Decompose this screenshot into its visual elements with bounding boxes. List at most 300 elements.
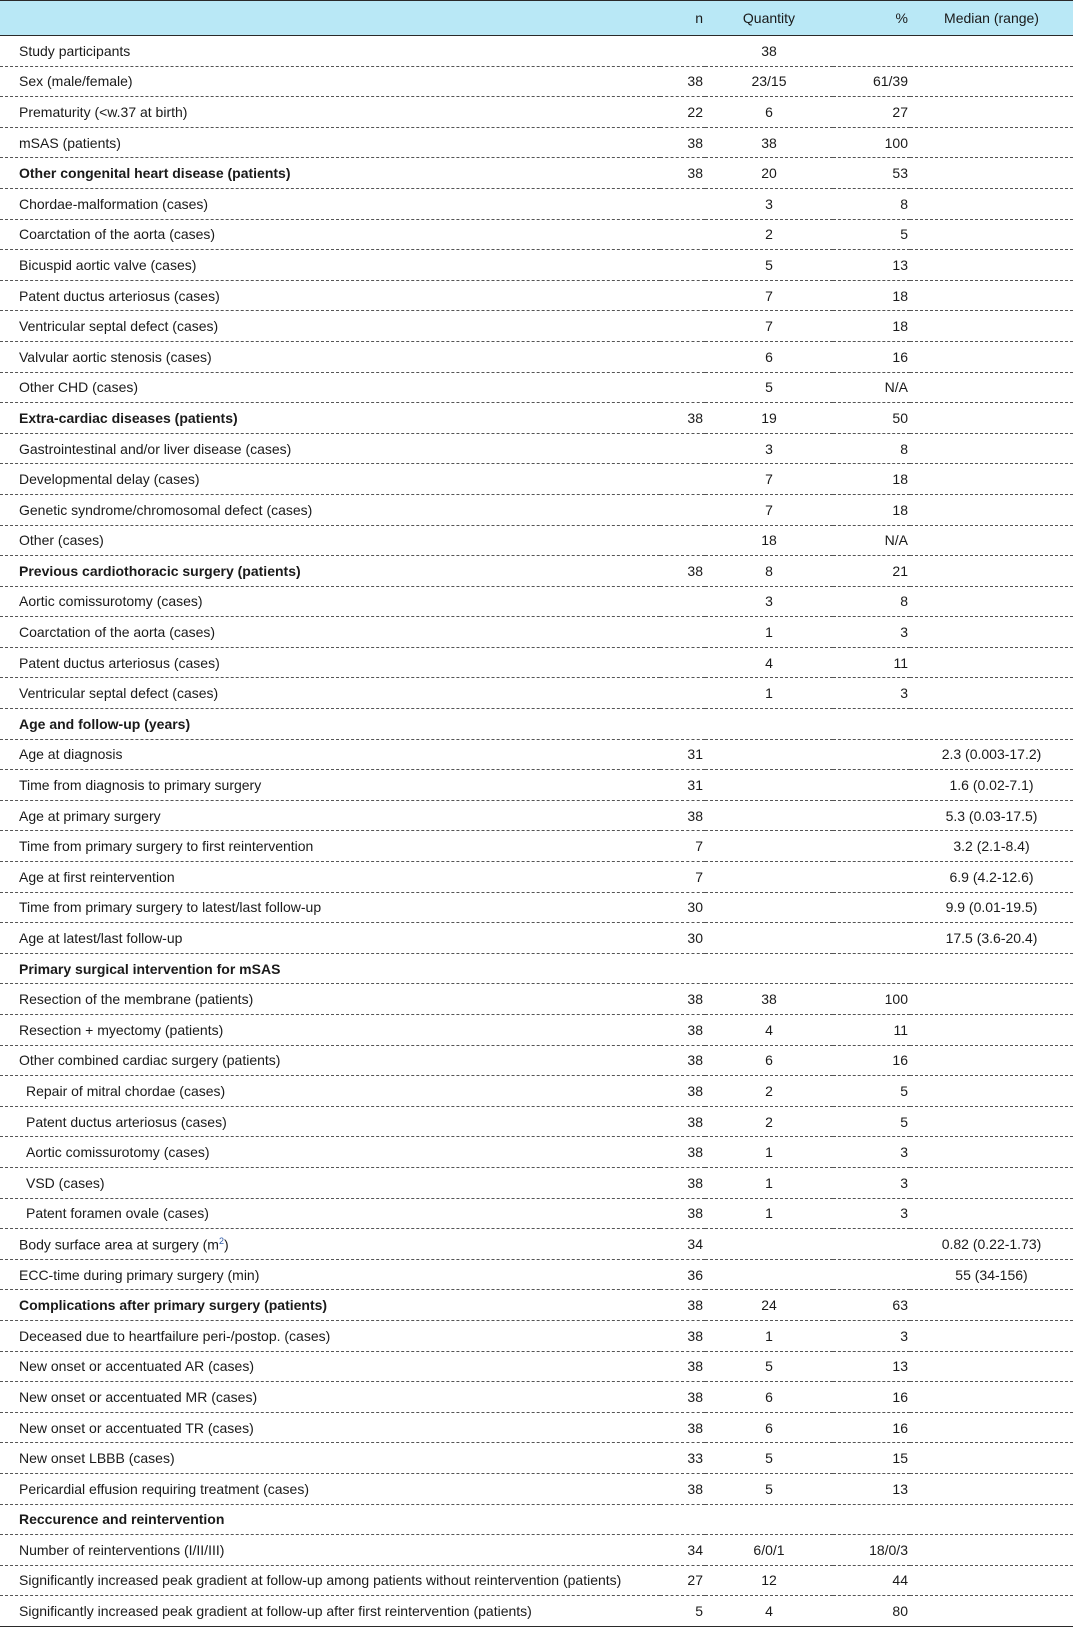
row-label-text: Deceased due to heartfailure peri-/postop. (cases) bbox=[19, 1327, 331, 1344]
cell-n bbox=[660, 709, 705, 740]
cell-percent: N/A bbox=[833, 372, 910, 403]
cell-quantity: 5 bbox=[705, 1443, 833, 1474]
cell-percent: 27 bbox=[833, 97, 910, 128]
cell-quantity: 2 bbox=[705, 219, 833, 250]
cell-percent: 50 bbox=[833, 403, 910, 434]
cell-percent: 5 bbox=[833, 219, 910, 250]
cell-quantity: 6 bbox=[705, 1045, 833, 1076]
table-row bbox=[0, 770, 1073, 801]
row-label-text: Valvular aortic stenosis (cases) bbox=[19, 348, 212, 365]
cell-percent: 3 bbox=[833, 1320, 910, 1351]
table-row bbox=[0, 1137, 1073, 1168]
table-row bbox=[0, 1229, 1073, 1260]
row-label bbox=[0, 1290, 660, 1321]
cell-quantity: 1 bbox=[705, 1198, 833, 1229]
cell-quantity: 5 bbox=[705, 372, 833, 403]
cell-median-range: 5.3 (0.03-17.5) bbox=[910, 800, 1073, 831]
row-label-text: Prematurity (<w.37 at birth) bbox=[19, 103, 188, 120]
cell-median-range bbox=[910, 1076, 1073, 1107]
cell-quantity: 38 bbox=[705, 36, 833, 67]
cell-n: 22 bbox=[660, 97, 705, 128]
table-row bbox=[0, 709, 1073, 740]
table-row bbox=[0, 831, 1073, 862]
row-label bbox=[0, 1382, 660, 1413]
cell-median-range bbox=[910, 1137, 1073, 1168]
row-label-text: VSD (cases) bbox=[26, 1174, 105, 1191]
cell-n: 38 bbox=[660, 127, 705, 158]
cell-n: 7 bbox=[660, 862, 705, 893]
table-row bbox=[0, 36, 1073, 67]
cell-median-range bbox=[910, 1596, 1073, 1627]
table-row bbox=[0, 1443, 1073, 1474]
row-label bbox=[0, 372, 660, 403]
row-label-text: Patent ductus arteriosus (cases) bbox=[26, 1113, 227, 1130]
row-label-text: Resection of the membrane (patients) bbox=[19, 991, 254, 1008]
cell-median-range: 17.5 (3.6-20.4) bbox=[910, 923, 1073, 954]
cell-median-range bbox=[910, 464, 1073, 495]
cell-quantity: 6 bbox=[705, 341, 833, 372]
cell-percent bbox=[833, 739, 910, 770]
cell-percent bbox=[833, 1229, 910, 1260]
cell-quantity: 5 bbox=[705, 1351, 833, 1382]
table-row bbox=[0, 892, 1073, 923]
row-label-text: ECC-time during primary surgery (min) bbox=[19, 1266, 260, 1283]
row-label-text: Patent ductus arteriosus (cases) bbox=[19, 287, 220, 304]
cell-n: 38 bbox=[660, 1137, 705, 1168]
row-label bbox=[0, 678, 660, 709]
cell-n: 38 bbox=[660, 1382, 705, 1413]
cell-n: 31 bbox=[660, 770, 705, 801]
table-header bbox=[0, 1, 1073, 36]
cell-quantity: 2 bbox=[705, 1076, 833, 1107]
cell-quantity bbox=[705, 709, 833, 740]
cell-percent: 3 bbox=[833, 1167, 910, 1198]
table-row bbox=[0, 586, 1073, 617]
row-label-text: Genetic syndrome/chromosomal defect (cases) bbox=[19, 501, 313, 518]
table-row bbox=[0, 188, 1073, 219]
cell-quantity: 8 bbox=[705, 556, 833, 587]
cell-percent: 16 bbox=[833, 1382, 910, 1413]
cell-n: 38 bbox=[660, 1320, 705, 1351]
table-row bbox=[0, 1351, 1073, 1382]
row-label bbox=[0, 433, 660, 464]
cell-n: 36 bbox=[660, 1259, 705, 1290]
row-label bbox=[0, 494, 660, 525]
cell-percent: 15 bbox=[833, 1443, 910, 1474]
cell-quantity bbox=[705, 800, 833, 831]
cell-percent bbox=[833, 953, 910, 984]
cell-quantity: 38 bbox=[705, 127, 833, 158]
cell-n: 38 bbox=[660, 800, 705, 831]
row-label bbox=[0, 1504, 660, 1535]
table-row bbox=[0, 1167, 1073, 1198]
cell-median-range bbox=[910, 250, 1073, 281]
cell-quantity: 4 bbox=[705, 1015, 833, 1046]
row-label bbox=[0, 66, 660, 97]
cell-median-range bbox=[910, 586, 1073, 617]
cell-n bbox=[660, 250, 705, 281]
table-row bbox=[0, 280, 1073, 311]
cell-percent: 18 bbox=[833, 280, 910, 311]
table-row bbox=[0, 739, 1073, 770]
cell-median-range bbox=[910, 372, 1073, 403]
cell-median-range bbox=[910, 617, 1073, 648]
row-label bbox=[0, 1412, 660, 1443]
row-label bbox=[0, 586, 660, 617]
table-row bbox=[0, 1473, 1073, 1504]
table-row bbox=[0, 158, 1073, 189]
row-label bbox=[0, 1320, 660, 1351]
row-label bbox=[0, 617, 660, 648]
row-label-text: Primary surgical intervention for mSAS bbox=[19, 960, 281, 977]
row-label-text: Developmental delay (cases) bbox=[19, 471, 200, 488]
row-label-text: Ventricular septal defect (cases) bbox=[19, 685, 219, 702]
cell-quantity bbox=[705, 770, 833, 801]
row-label bbox=[0, 923, 660, 954]
row-label bbox=[0, 984, 660, 1015]
cell-quantity bbox=[705, 953, 833, 984]
table-row bbox=[0, 219, 1073, 250]
cell-percent: 16 bbox=[833, 341, 910, 372]
header-median-range: Median (range) bbox=[910, 1, 1073, 36]
cell-quantity: 7 bbox=[705, 464, 833, 495]
row-label-text: Time from primary surgery to first reintervention bbox=[19, 838, 314, 855]
cell-n bbox=[660, 188, 705, 219]
row-label bbox=[0, 1535, 660, 1566]
cell-percent: 13 bbox=[833, 250, 910, 281]
row-label-text: Age at primary surgery bbox=[19, 807, 161, 824]
table-row bbox=[0, 494, 1073, 525]
cell-n bbox=[660, 280, 705, 311]
cell-median-range bbox=[910, 97, 1073, 128]
cell-median-range bbox=[910, 953, 1073, 984]
cell-quantity: 6 bbox=[705, 97, 833, 128]
table-row bbox=[0, 1535, 1073, 1566]
row-label-text: Pericardial effusion requiring treatment (cases) bbox=[19, 1480, 309, 1497]
cell-n bbox=[660, 586, 705, 617]
table-row bbox=[0, 66, 1073, 97]
cell-n bbox=[660, 617, 705, 648]
cell-n: 38 bbox=[660, 1167, 705, 1198]
row-label bbox=[0, 280, 660, 311]
cell-quantity bbox=[705, 739, 833, 770]
table-row bbox=[0, 1076, 1073, 1107]
row-label bbox=[0, 1565, 660, 1596]
row-label-text: Age and follow-up (years) bbox=[19, 715, 191, 732]
row-label-text: New onset or accentuated TR (cases) bbox=[19, 1419, 254, 1436]
row-label-text: Other (cases) bbox=[19, 532, 104, 549]
cell-median-range bbox=[910, 311, 1073, 342]
cell-quantity: 24 bbox=[705, 1290, 833, 1321]
cell-median-range: 55 (34-156) bbox=[910, 1259, 1073, 1290]
row-label bbox=[0, 1106, 660, 1137]
cell-median-range bbox=[910, 219, 1073, 250]
cell-median-range bbox=[910, 1412, 1073, 1443]
cell-quantity: 3 bbox=[705, 433, 833, 464]
cell-median-range bbox=[910, 403, 1073, 434]
row-label-text: Coarctation of the aorta (cases) bbox=[19, 226, 216, 243]
row-label bbox=[0, 341, 660, 372]
row-label bbox=[0, 403, 660, 434]
row-label-text: Patent ductus arteriosus (cases) bbox=[19, 654, 220, 671]
cell-percent: 8 bbox=[833, 433, 910, 464]
cell-quantity: 20 bbox=[705, 158, 833, 189]
cell-percent: 11 bbox=[833, 647, 910, 678]
row-label-text: Age at latest/last follow-up bbox=[19, 930, 183, 947]
row-label-text: Age at first reintervention bbox=[19, 868, 175, 885]
row-label-text: Age at diagnosis bbox=[19, 746, 123, 763]
row-label bbox=[0, 1259, 660, 1290]
row-label bbox=[0, 219, 660, 250]
cell-median-range bbox=[910, 433, 1073, 464]
table-row bbox=[0, 1565, 1073, 1596]
row-label bbox=[0, 1596, 660, 1627]
cell-quantity: 1 bbox=[705, 678, 833, 709]
cell-n: 38 bbox=[660, 66, 705, 97]
row-label-superscript: 2 bbox=[218, 1235, 224, 1246]
cell-quantity: 1 bbox=[705, 1320, 833, 1351]
cell-median-range bbox=[910, 158, 1073, 189]
cell-n bbox=[660, 525, 705, 556]
cell-median-range bbox=[910, 280, 1073, 311]
row-label-text: Previous cardiothoracic surgery (patients) bbox=[19, 562, 301, 579]
cell-n: 7 bbox=[660, 831, 705, 862]
cell-median-range bbox=[910, 1045, 1073, 1076]
cell-percent: 63 bbox=[833, 1290, 910, 1321]
cell-median-range bbox=[910, 1015, 1073, 1046]
cell-n: 38 bbox=[660, 1045, 705, 1076]
cell-n bbox=[660, 36, 705, 67]
row-label-text: Other CHD (cases) bbox=[19, 379, 139, 396]
table-row bbox=[0, 984, 1073, 1015]
row-label bbox=[0, 311, 660, 342]
cell-median-range bbox=[910, 984, 1073, 1015]
cell-n: 38 bbox=[660, 984, 705, 1015]
row-label bbox=[0, 1351, 660, 1382]
cell-median-range: 9.9 (0.01-19.5) bbox=[910, 892, 1073, 923]
row-label bbox=[0, 36, 660, 67]
cell-percent: 8 bbox=[833, 586, 910, 617]
table-row bbox=[0, 127, 1073, 158]
header-n: n bbox=[660, 1, 705, 36]
row-label bbox=[0, 770, 660, 801]
cell-n: 30 bbox=[660, 892, 705, 923]
cell-quantity: 6 bbox=[705, 1382, 833, 1413]
cell-percent: 3 bbox=[833, 678, 910, 709]
table-row bbox=[0, 250, 1073, 281]
cell-median-range bbox=[910, 127, 1073, 158]
cell-median-range bbox=[910, 1565, 1073, 1596]
table-row bbox=[0, 556, 1073, 587]
cell-median-range: 6.9 (4.2-12.6) bbox=[910, 862, 1073, 893]
cell-quantity bbox=[705, 831, 833, 862]
cell-median-range bbox=[910, 1473, 1073, 1504]
cell-n bbox=[660, 494, 705, 525]
cell-percent: 53 bbox=[833, 158, 910, 189]
cell-percent bbox=[833, 709, 910, 740]
row-label bbox=[0, 1076, 660, 1107]
row-label-text: Body surface area at surgery (m bbox=[19, 1236, 219, 1253]
cell-percent bbox=[833, 831, 910, 862]
table-row bbox=[0, 1596, 1073, 1627]
cell-percent: 100 bbox=[833, 127, 910, 158]
cell-n: 38 bbox=[660, 1351, 705, 1382]
row-label bbox=[0, 188, 660, 219]
row-label-text: Chordae-malformation (cases) bbox=[19, 195, 209, 212]
cell-quantity: 7 bbox=[705, 311, 833, 342]
cell-quantity: 4 bbox=[705, 1596, 833, 1627]
cell-median-range bbox=[910, 556, 1073, 587]
cell-median-range bbox=[910, 678, 1073, 709]
row-label-text: Complications after primary surgery (patients) bbox=[19, 1297, 328, 1314]
cell-n bbox=[660, 311, 705, 342]
cell-percent: 13 bbox=[833, 1351, 910, 1382]
table-row bbox=[0, 1106, 1073, 1137]
cell-n bbox=[660, 464, 705, 495]
cell-n: 30 bbox=[660, 923, 705, 954]
cell-median-range bbox=[910, 1106, 1073, 1137]
table-row bbox=[0, 647, 1073, 678]
cell-percent bbox=[833, 1259, 910, 1290]
cell-percent: 11 bbox=[833, 1015, 910, 1046]
cell-median-range bbox=[910, 1320, 1073, 1351]
table-row bbox=[0, 433, 1073, 464]
cell-n bbox=[660, 433, 705, 464]
table-row bbox=[0, 1198, 1073, 1229]
cell-quantity: 5 bbox=[705, 250, 833, 281]
cell-median-range bbox=[910, 1504, 1073, 1535]
row-label-text: mSAS (patients) bbox=[19, 134, 121, 151]
cell-median-range bbox=[910, 341, 1073, 372]
table-row bbox=[0, 311, 1073, 342]
row-label bbox=[0, 1015, 660, 1046]
cell-n: 27 bbox=[660, 1565, 705, 1596]
cell-n: 38 bbox=[660, 158, 705, 189]
table-row bbox=[0, 953, 1073, 984]
cell-percent: 8 bbox=[833, 188, 910, 219]
row-label-text: Coarctation of the aorta (cases) bbox=[19, 624, 216, 641]
table-row bbox=[0, 1412, 1073, 1443]
row-label-text: New onset or accentuated MR (cases) bbox=[19, 1388, 258, 1405]
row-label bbox=[0, 97, 660, 128]
header-quantity: Quantity bbox=[705, 1, 833, 36]
row-label bbox=[0, 1167, 660, 1198]
cell-n bbox=[660, 219, 705, 250]
row-label-text: Study participants bbox=[19, 42, 131, 59]
row-label-text: Reccurence and reintervention bbox=[19, 1511, 225, 1528]
row-label bbox=[0, 158, 660, 189]
cell-percent: 21 bbox=[833, 556, 910, 587]
cell-median-range: 1.6 (0.02-7.1) bbox=[910, 770, 1073, 801]
table-row bbox=[0, 1504, 1073, 1535]
cell-median-range bbox=[910, 1382, 1073, 1413]
cell-n: 31 bbox=[660, 739, 705, 770]
cell-percent: 16 bbox=[833, 1045, 910, 1076]
cell-n: 38 bbox=[660, 1106, 705, 1137]
cell-quantity: 7 bbox=[705, 280, 833, 311]
cell-percent: 44 bbox=[833, 1565, 910, 1596]
cell-median-range bbox=[910, 494, 1073, 525]
cell-percent: 18 bbox=[833, 464, 910, 495]
cell-percent: 5 bbox=[833, 1076, 910, 1107]
cell-n bbox=[660, 647, 705, 678]
row-label-text: Significantly increased peak gradient at follow-up among patients without reintervention (patients) bbox=[19, 1572, 622, 1589]
cell-quantity: 18 bbox=[705, 525, 833, 556]
row-label-text: Ventricular septal defect (cases) bbox=[19, 318, 219, 335]
table-row bbox=[0, 403, 1073, 434]
row-label bbox=[0, 1137, 660, 1168]
cell-n: 33 bbox=[660, 1443, 705, 1474]
row-label bbox=[0, 464, 660, 495]
cell-percent: 18/0/3 bbox=[833, 1535, 910, 1566]
cell-percent bbox=[833, 770, 910, 801]
cell-quantity: 6/0/1 bbox=[705, 1535, 833, 1566]
cell-median-range bbox=[910, 525, 1073, 556]
table-row bbox=[0, 1290, 1073, 1321]
cell-quantity: 1 bbox=[705, 617, 833, 648]
table-row bbox=[0, 464, 1073, 495]
table-row bbox=[0, 372, 1073, 403]
cell-n bbox=[660, 678, 705, 709]
row-label bbox=[0, 250, 660, 281]
cell-median-range bbox=[910, 1351, 1073, 1382]
row-label-text: Bicuspid aortic valve (cases) bbox=[19, 256, 197, 273]
cell-n: 34 bbox=[660, 1535, 705, 1566]
cell-n: 38 bbox=[660, 1076, 705, 1107]
cell-percent: 13 bbox=[833, 1473, 910, 1504]
cell-median-range bbox=[910, 188, 1073, 219]
cell-percent bbox=[833, 36, 910, 67]
cell-median-range bbox=[910, 1167, 1073, 1198]
row-label bbox=[0, 1473, 660, 1504]
cell-median-range bbox=[910, 36, 1073, 67]
cell-percent bbox=[833, 923, 910, 954]
cell-n: 38 bbox=[660, 1290, 705, 1321]
row-label bbox=[0, 556, 660, 587]
row-label bbox=[0, 1443, 660, 1474]
row-label-text: Sex (male/female) bbox=[19, 73, 133, 90]
row-label-text: Aortic comissurotomy (cases) bbox=[19, 593, 203, 610]
row-label bbox=[0, 1198, 660, 1229]
header-label bbox=[0, 1, 660, 36]
row-label-text: Significantly increased peak gradient at follow-up after first reintervention (patients) bbox=[19, 1603, 532, 1620]
header-percent: % bbox=[833, 1, 910, 36]
cell-quantity bbox=[705, 862, 833, 893]
cell-percent: N/A bbox=[833, 525, 910, 556]
row-label bbox=[0, 831, 660, 862]
row-label-text: Time from primary surgery to latest/last follow-up bbox=[19, 899, 322, 916]
table-row bbox=[0, 617, 1073, 648]
cell-percent: 5 bbox=[833, 1106, 910, 1137]
cell-median-range bbox=[910, 647, 1073, 678]
cell-quantity: 19 bbox=[705, 403, 833, 434]
cell-quantity: 1 bbox=[705, 1167, 833, 1198]
cell-percent: 3 bbox=[833, 617, 910, 648]
cell-quantity: 6 bbox=[705, 1412, 833, 1443]
row-label-text: New onset or accentuated AR (cases) bbox=[19, 1358, 255, 1375]
cell-n: 38 bbox=[660, 1412, 705, 1443]
cell-n: 38 bbox=[660, 1198, 705, 1229]
row-label-text: Resection + myectomy (patients) bbox=[19, 1021, 224, 1038]
row-label bbox=[0, 127, 660, 158]
cell-quantity: 23/15 bbox=[705, 66, 833, 97]
cell-median-range bbox=[910, 1290, 1073, 1321]
cell-quantity bbox=[705, 1229, 833, 1260]
table-row bbox=[0, 1045, 1073, 1076]
table-row bbox=[0, 800, 1073, 831]
cell-percent: 61/39 bbox=[833, 66, 910, 97]
table-body bbox=[0, 36, 1073, 1627]
